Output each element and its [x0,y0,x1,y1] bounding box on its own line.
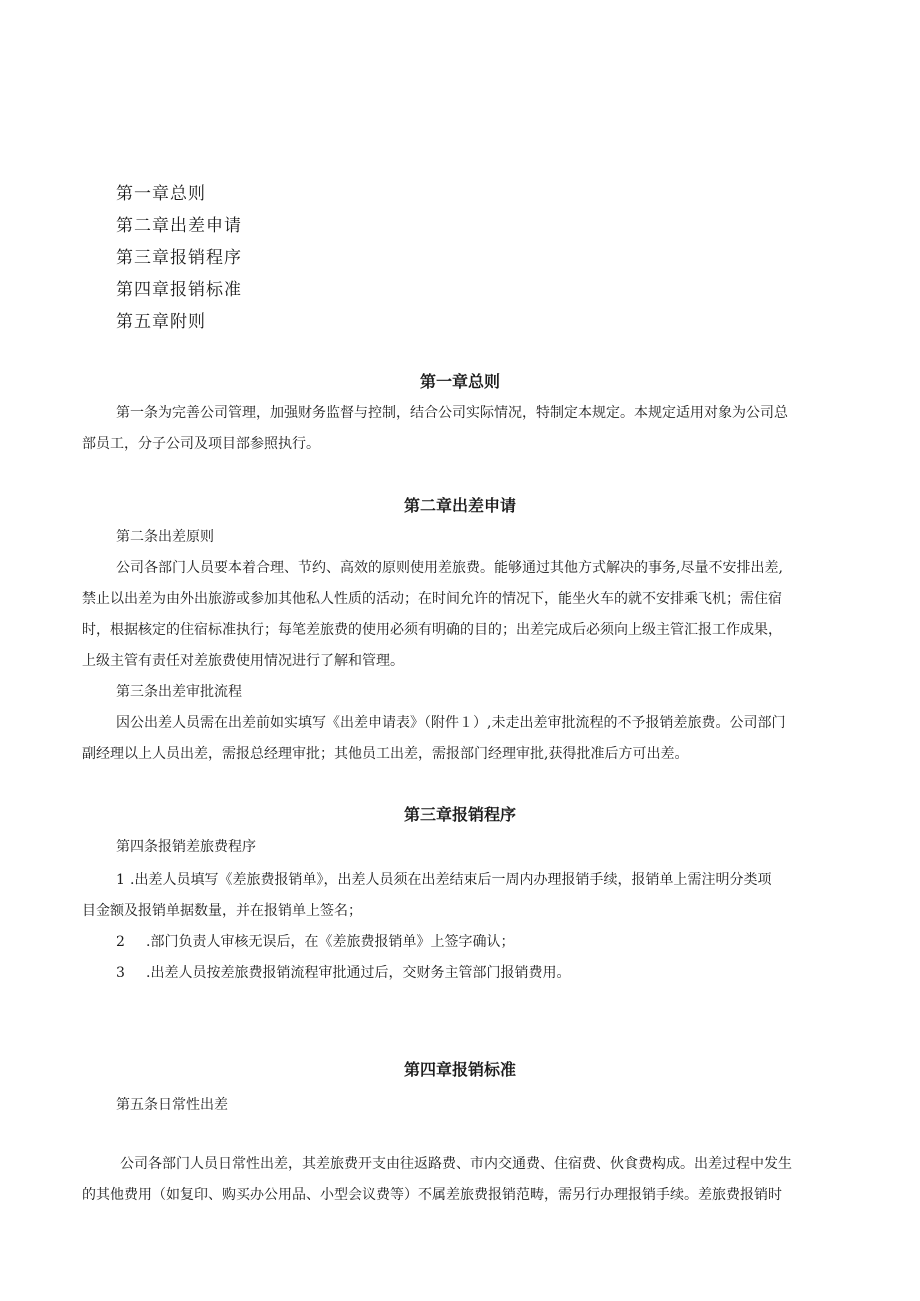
procedure-item-2 [116,927,514,958]
article-2-line-2: 禁止以出差为由外出旅游或参加其他私人性质的活动；在时间允许的情况下，能坐火车的就不安排乘飞机；需住宿 [82,591,782,607]
item-number: 2 [116,934,125,950]
table-of-contents [116,178,242,338]
item-number: 3 [116,965,125,981]
toc-item-chapter-3[interactable]: 第三章报销程序 [116,248,242,268]
article-3-line-1: 因公出差人员需在出差前如实填写《出差申请表》（附件１）,未走出差审批流程的不予报销差旅费。公司部门 [116,715,786,731]
chapter-3-heading: 第三章报销程序 [403,805,516,824]
article-5-line-1: 公司各部门人员日常性出差，其差旅费开支由往返路费、市内交通费、住宿费、伙食费构成。出差过程中发生 [120,1156,792,1172]
chapter-4-heading: 第四章报销标准 [403,1060,516,1079]
item-text: .部门负责人审核无误后，在《差旅费报销单》上签字确认； [146,934,515,950]
article-2-title: 第二条出差原则 [116,529,214,545]
article-1-line-1: 第一条为完善公司管理，加强财务监督与控制，结合公司实际情况，特制定本规定。本规定适用对象为公司总 [116,405,788,421]
toc-item-chapter-1[interactable]: 第一章总则 [116,184,206,204]
article-2-line-3: 时，根据核定的住宿标准执行；每笔差旅费的使用必须有明确的目的；出差完成后必须向上级主管汇报工作成果， [82,622,782,638]
article-2-line-4: 上级主管有责任对差旅费使用情况进行了解和管理。 [82,653,404,669]
article-1-line-2: 部员工，分子公司及项目部参照执行。 [82,436,320,452]
item-text: .出差人员按差旅费报销流程审批通过后，交财务主管部门报销费用。 [146,965,571,981]
article-4-title: 第四条报销差旅费程序 [116,839,256,855]
article-5-title: 第五条日常性出差 [116,1097,228,1113]
item-number: 1 [116,872,125,888]
article-3-title: 第三条出差审批流程 [116,684,242,700]
chapter-1-heading: 第一章总则 [419,372,500,391]
article-3-line-2: 副经理以上人员出差，需报总经理审批；其他员工出差，需报部门经理审批,获得批准后方可出差。 [82,746,689,762]
procedure-item-1-line-2: 目金额及报销单据数量，并在报销单上签名； [82,903,362,919]
toc-item-chapter-5[interactable]: 第五章附则 [116,312,206,332]
chapter-2-heading: 第二章出差申请 [403,496,516,515]
toc-item-chapter-2[interactable]: 第二章出差申请 [116,216,242,236]
item-text: .出差人员填写《差旅费报销单》，出差人员须在出差结束后一周内办理报销手续，报销单上需注明分类项 [130,872,772,888]
article-5-line-2: 的其他费用（如复印、购买办公用品、小型会议费等）不属差旅费报销范畴，需另行办理报销手续。差旅费报销时 [82,1187,782,1203]
procedure-item-3 [116,958,570,989]
article-2-line-1: 公司各部门人员要本着合理、节约、高效的原则使用差旅费。能够通过其他方式解决的事务,尽量不安排出差, [116,560,783,576]
toc-item-chapter-4[interactable]: 第四章报销标准 [116,280,242,300]
procedure-item-1-line-1 [116,865,771,896]
